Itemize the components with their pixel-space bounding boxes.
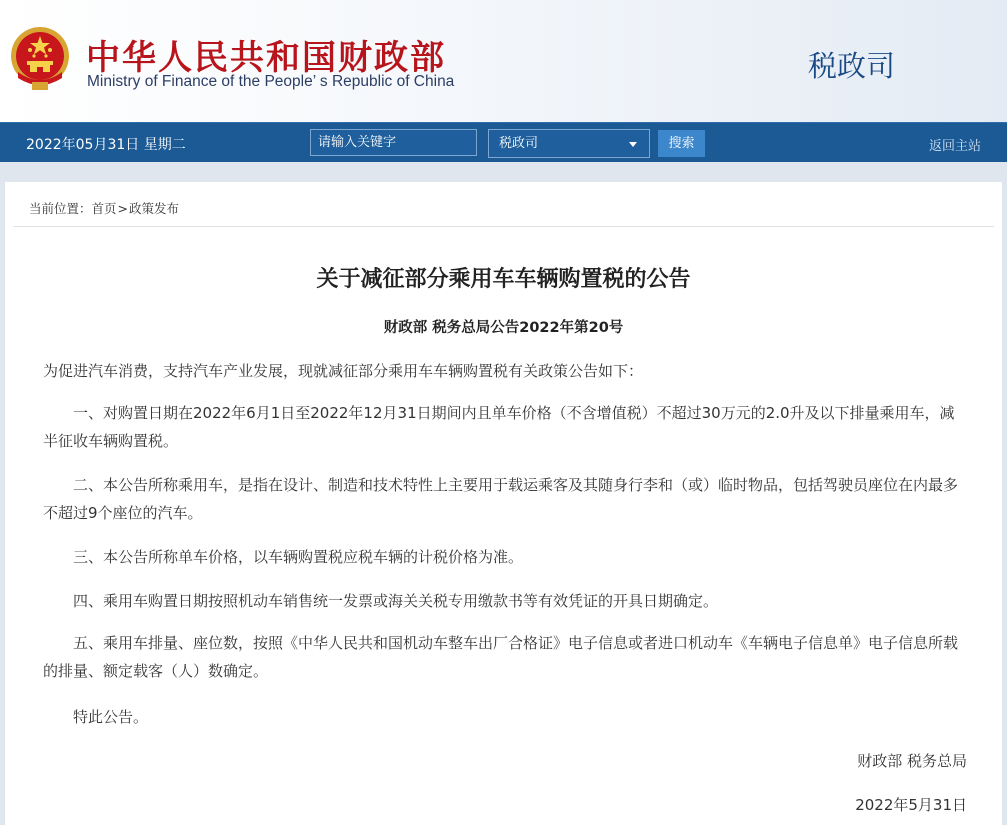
breadcrumb-home[interactable]: 首页 xyxy=(91,201,117,216)
divider xyxy=(13,226,994,227)
site-title-cn: 中华人民共和国财政部 xyxy=(86,38,446,78)
site-title-en: Ministry of Finance of the People’ s Republic of China xyxy=(87,73,455,90)
scope-select-value: 税政司 xyxy=(499,136,539,151)
chevron-down-icon xyxy=(629,142,637,147)
article-title: 关于减征部分乘用车车辆购置税的公告 xyxy=(316,267,691,292)
current-date: 2022年05月31日 星期二 xyxy=(26,137,186,153)
department-title: 税政司 xyxy=(808,49,896,83)
breadcrumb xyxy=(29,199,179,217)
article-subtitle: 财政部 税务总局公告2022年第20号 xyxy=(383,320,624,336)
article-signature: 财政部 税务总局 xyxy=(857,752,967,770)
site-header xyxy=(0,0,1007,122)
article-paragraph: 五、乘用车排量、座位数，按照《中华人民共和国机动车整车出厂合格证》电子信息或者进口机动车《车辆电子信息单》电子信息所载的排量、额定载客（人）数确定。 xyxy=(43,634,959,680)
national-emblem-icon[interactable] xyxy=(8,24,72,92)
article-paragraph: 二、本公告所称乘用车，是指在设计、制造和技术特性上主要用于载运乘客及其随身行李和（或）临时物品，包括驾驶员座位在内最多不超过9个座位的汽车。 xyxy=(43,476,959,522)
article-paragraph: 三、本公告所称单车价格，以车辆购置税应税车辆的计税价格为准。 xyxy=(73,548,524,566)
article-paragraph: 为促进汽车消费，支持汽车产业发展，现就减征部分乘用车车辆购置税有关政策公告如下： xyxy=(43,362,644,380)
article-date: 2022年5月31日 xyxy=(855,796,967,814)
article-paragraph: 一、对购置日期在2022年6月1日至2022年12月31日期间内且单车价格（不含增值税）不超过30万元的2.0升及以下排量乘用车，减半征收车辆购置税。 xyxy=(43,404,955,450)
breadcrumb-separator: > xyxy=(117,201,129,216)
article-paragraph: 四、乘用车购置日期按照机动车销售统一发票或海关关税专用缴款书等有效凭证的开具日期确定。 xyxy=(73,592,719,610)
breadcrumb-prefix: 当前位置： xyxy=(29,201,92,216)
scope-select[interactable] xyxy=(488,129,650,158)
search-button[interactable]: 搜索 xyxy=(658,130,705,157)
nav-bar xyxy=(0,122,1007,162)
breadcrumb-current[interactable]: 政策发布 xyxy=(129,201,180,216)
back-to-main-link[interactable]: 返回主站 xyxy=(929,139,982,154)
article-paragraph: 特此公告。 xyxy=(73,708,149,726)
search-input[interactable] xyxy=(310,129,477,156)
